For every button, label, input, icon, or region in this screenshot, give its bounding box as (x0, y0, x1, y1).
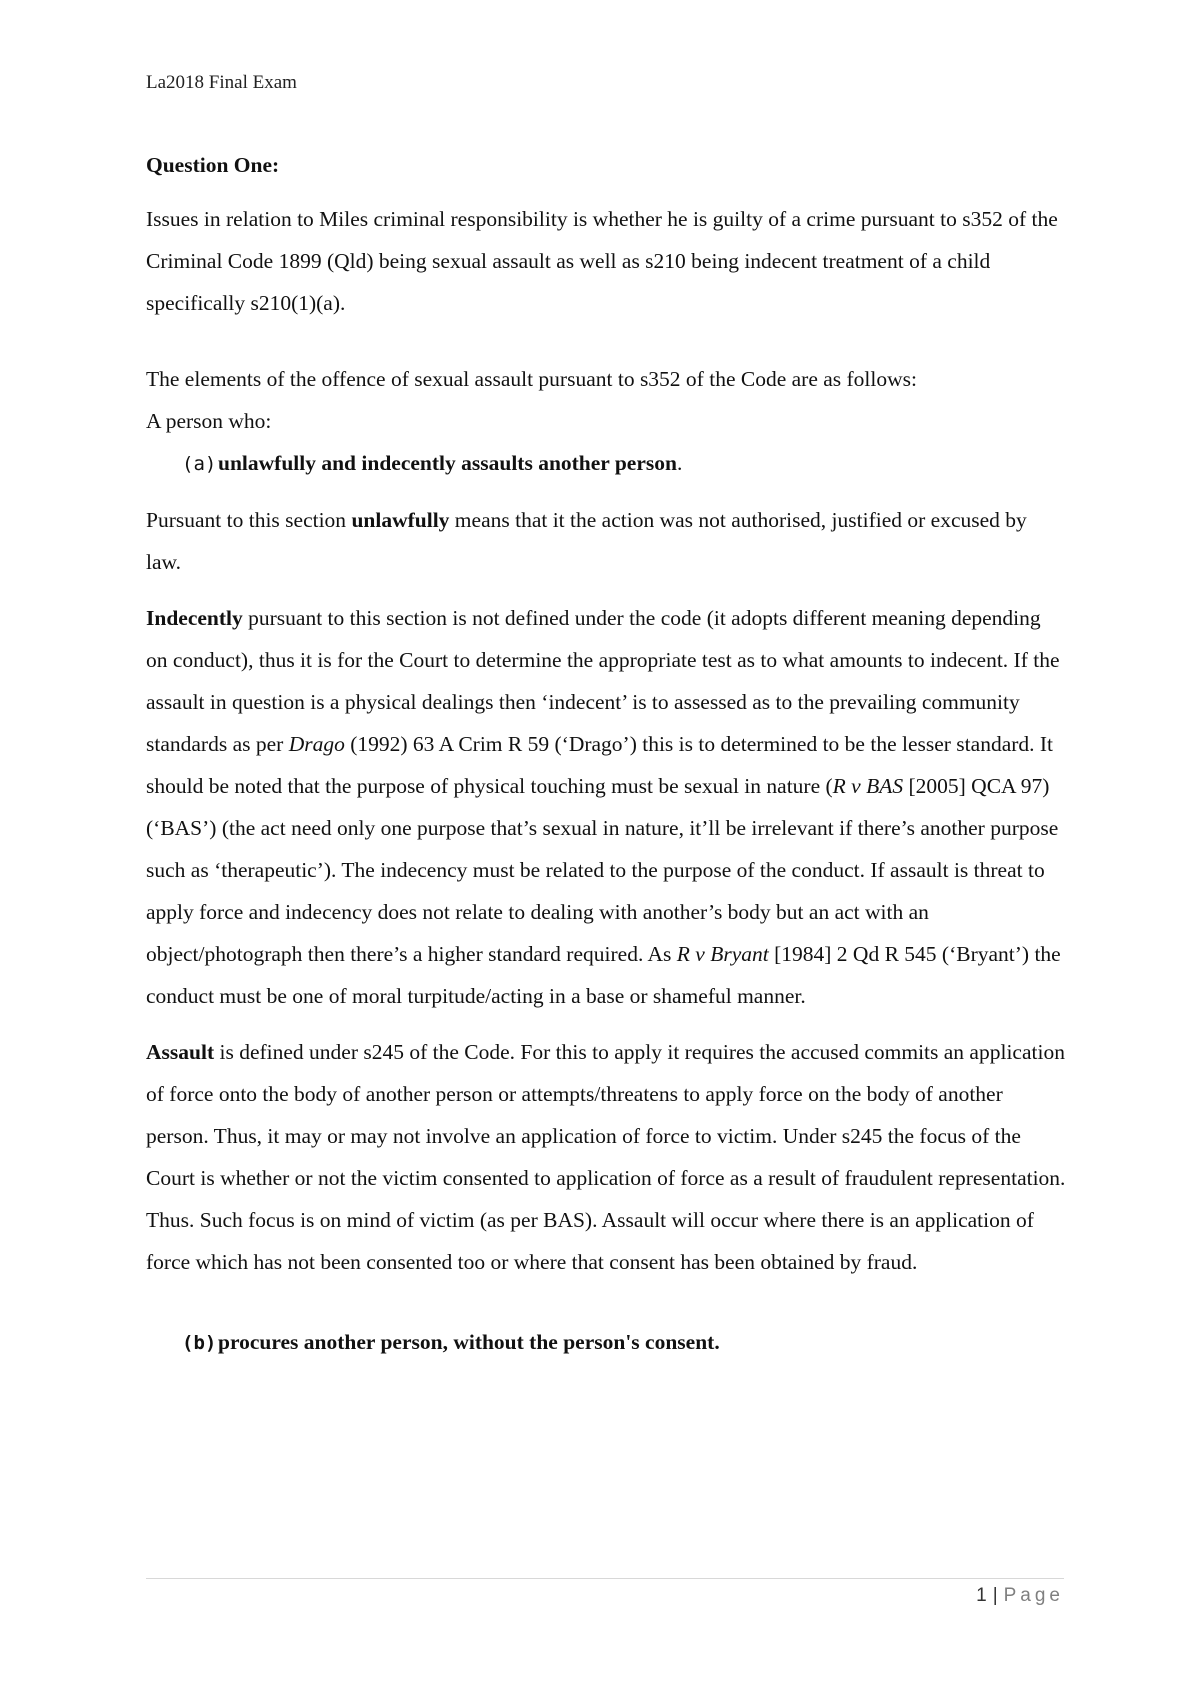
indecently-term: Indecently (146, 606, 243, 630)
unlawfully-paragraph (146, 499, 1066, 583)
element-b (146, 1321, 1066, 1364)
list-marker-a: (a) (182, 453, 217, 475)
page-label: Page (1003, 1585, 1064, 1606)
assault-text: is defined under s245 of the Code. For this to apply it requires the accused commits an application of force onto the body of another person or attempts/threatens to apply force on the body of another person. Thus, it may or may not involve an application of force to victim. Under s245 the focus of the Court is whether or not the victim consented to application of force as a result of fraudulent representation. Thus. Such focus is on mind of victim (as per BAS). Assault will occur where there is an application of force which has not been consented too or where that consent has been obtained by fraud. (146, 1040, 1066, 1274)
footer-divider (146, 1578, 1064, 1579)
case-bryant: R v Bryant (676, 942, 769, 966)
assault-paragraph (146, 1031, 1066, 1283)
indecently-text-3: [2005] QCA 97) (‘BAS’) (the act need only one purpose that’s sexual in nature, it’ll be irrelevant if there’s another purpose such as ‘therapeutic’). The indecency must be related to the purpose of the conduct. If assault is threat to apply force and indecency does not relate to dealing with another’s body but an act with an object/photograph then there’s a higher standard required. As (146, 774, 1059, 966)
page-footer (976, 1585, 1064, 1607)
page-header: La2018 Final Exam (146, 72, 297, 93)
indecently-paragraph (146, 597, 1066, 1017)
unlawfully-term: unlawfully (351, 508, 450, 532)
element-a-text: unlawfully and indecently assaults another person (218, 451, 677, 475)
element-b-text: procures another person, without the person's consent. (218, 1330, 720, 1354)
person-who-line: A person who: (146, 409, 272, 433)
unlawfully-pre: Pursuant to this section (146, 508, 352, 532)
element-a (146, 442, 1066, 485)
case-drago: Drago (288, 732, 345, 756)
indecently-text-4: [1984] 2 Qd R 545 (‘Bryant’) the conduct must be one of moral turpitude/acting in a base or shameful manner. (146, 942, 1061, 1008)
assault-term: Assault (146, 1040, 215, 1064)
document-body (146, 144, 1066, 1364)
element-a-suffix: . (676, 451, 683, 475)
elements-lead: The elements of the offence of sexual assault pursuant to s352 of the Code are as follows: (146, 367, 917, 391)
list-marker-b: (b) (182, 1332, 217, 1354)
unlawfully-post: means that it the action was not authorised, justified or excused by law. (146, 508, 1027, 574)
intro-paragraph: Issues in relation to Miles criminal responsibility is whether he is guilty of a crime pursuant to s352 of the Criminal Code 1899 (Qld) being sexual assault as well as s210 being indecent treatment of a child specifically s210(1)(a). (146, 207, 1058, 315)
footer-separator: | (992, 1585, 998, 1606)
case-bas: R v BAS (832, 774, 904, 798)
indecently-text-1: pursuant to this section is not defined under the code (it adopts different meaning depending on conduct), thus it is for the Court to determine the appropriate test as to what amounts to indecent. If the assault in question is a physical dealings then ‘indecent’ is to assessed as to the prevailing community standards as per (146, 606, 1060, 756)
indecently-text-2: (1992) 63 A Crim R 59 (‘Drago’) this is to determined to be the lesser standard. It should be noted that the purpose of physical touching must be sexual in nature ( (146, 732, 1054, 798)
page-number: 1 (976, 1585, 987, 1606)
question-heading: Question One: (146, 153, 280, 177)
